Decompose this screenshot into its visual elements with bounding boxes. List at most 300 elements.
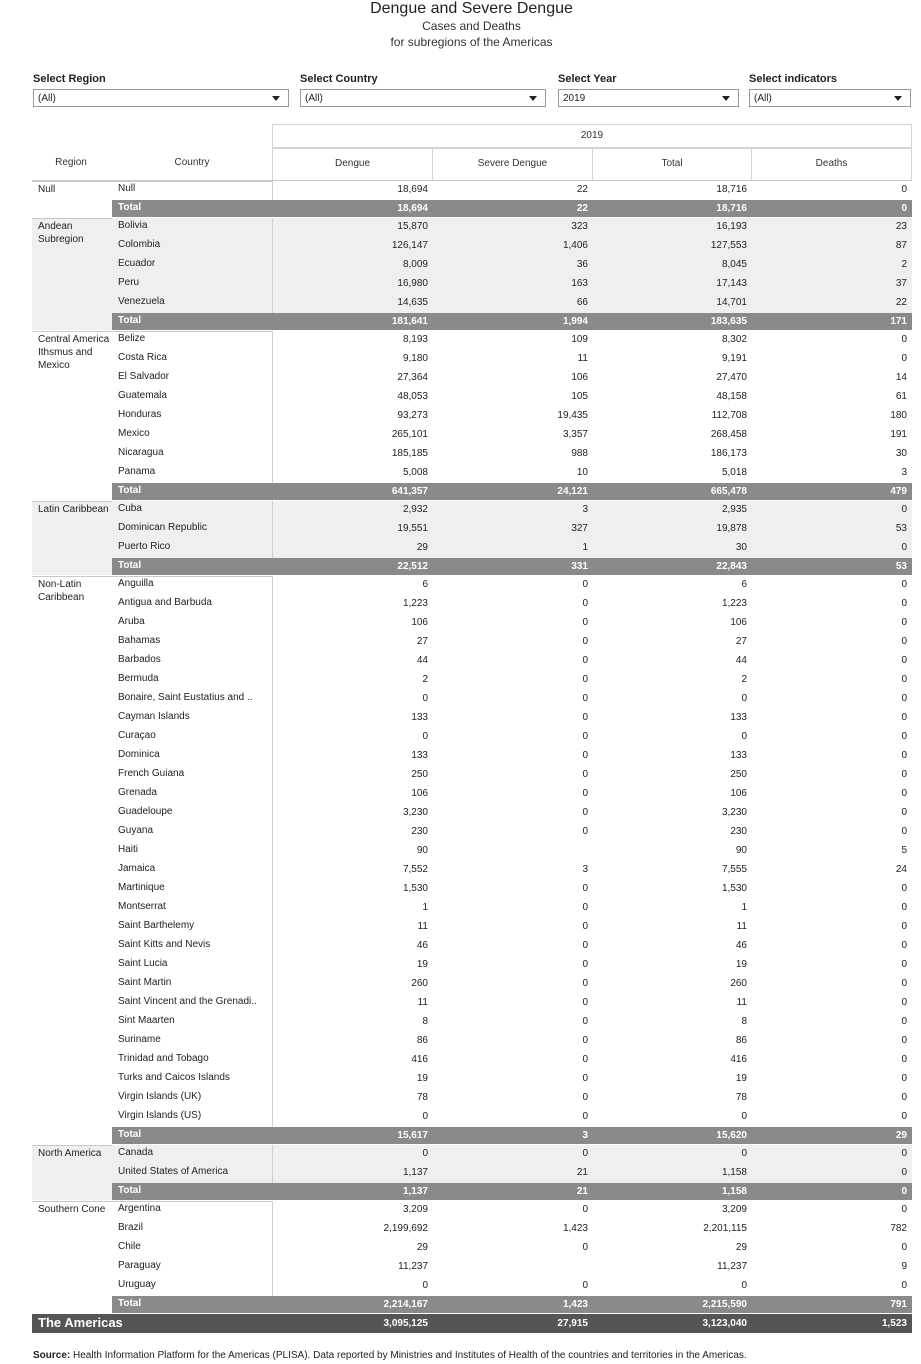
subtotal-total: 15,620 [716,1130,747,1141]
total-value: 1 [741,902,747,913]
deaths-value: 5 [901,845,907,856]
table-row [112,614,912,633]
table-row [112,633,912,652]
region-name: Southern Cone [38,1204,106,1215]
total-value: 127,553 [710,240,747,251]
country-name: Suriname [118,1034,161,1045]
total-value: 46 [735,940,747,951]
deaths-value: 0 [901,1016,907,1027]
subtotal-severe: 331 [571,561,588,572]
dengue-value: 106 [411,788,428,799]
total-column-header: Total [592,148,751,180]
total-value: 44 [735,655,747,666]
deaths-value: 0 [901,1035,907,1046]
severe-value: 0 [582,1242,588,1253]
severe-value: 66 [576,297,588,308]
grand-total-dengue: 3,095,125 [383,1318,428,1329]
deaths-value: 0 [901,617,907,628]
source-note [33,1350,747,1361]
total-value: 8,302 [721,334,747,345]
country-name: United States of America [118,1166,229,1177]
country-name: Saint Kitts and Nevis [118,939,211,950]
table-row [112,237,912,256]
region-group [32,218,912,330]
subtotal-severe: 1,423 [562,1299,588,1310]
total-value: 19 [735,1073,747,1084]
table-row [112,728,912,747]
table-row [112,671,912,690]
table-row [112,275,912,294]
subtotal-total: 183,635 [710,316,747,327]
chevron-down-icon [529,96,537,101]
table-row [112,539,912,558]
dengue-value: 90 [416,845,428,856]
country-name: Haiti [118,844,139,855]
deaths-value: 0 [901,731,907,742]
region-group [32,576,912,1144]
country-name: Honduras [118,409,162,420]
dengue-value: 133 [411,712,428,723]
dengue-value: 416 [411,1054,428,1065]
deaths-value: 0 [901,655,907,666]
table-row [112,918,912,937]
deaths-value: 0 [901,1204,907,1215]
severe-value: 109 [571,334,588,345]
total-value: 48,158 [716,391,747,402]
dengue-value: 3,230 [402,807,428,818]
total-value: 1,223 [721,598,747,609]
country-name: Montserrat [118,901,166,912]
severe-value: 0 [582,712,588,723]
severe-value: 0 [582,826,588,837]
subtotal-row [112,558,912,575]
table-row [112,426,912,445]
table-row [112,1089,912,1108]
total-value: 29 [735,1242,747,1253]
deaths-value: 0 [901,504,907,515]
grand-total-severe: 27,915 [557,1318,588,1329]
deaths-value: 0 [901,1054,907,1065]
table-row [112,1258,912,1277]
total-value: 250 [730,769,747,780]
table-row [112,766,912,785]
severe-value: 988 [571,448,588,459]
country-name: Aruba [118,616,145,627]
subtotal-row [112,1127,912,1144]
deaths-value: 0 [901,1111,907,1122]
region-name: North America [38,1148,102,1159]
dengue-value: 11 [417,997,428,1008]
severe-value: 11 [577,353,588,364]
dengue-value: 16,980 [397,278,428,289]
total-value: 18,716 [716,184,747,195]
severe-value: 0 [582,579,588,590]
dengue-value: 260 [411,978,428,989]
dengue-value: 78 [416,1092,428,1103]
chevron-down-icon [272,96,280,101]
severe-value: 0 [582,598,588,609]
severe-value: 0 [582,1092,588,1103]
total-value: 11 [736,921,747,932]
deaths-value: 0 [901,1092,907,1103]
dengue-value: 27 [416,636,428,647]
region-group [32,1201,912,1313]
severe-value: 0 [582,1054,588,1065]
page-subtitle-2: for subregions of the Americas [390,35,553,49]
country-name: Virgin Islands (UK) [118,1091,202,1102]
dengue-value: 19,551 [397,523,428,534]
table-row [112,1051,912,1070]
deaths-value: 0 [901,807,907,818]
country-name: Saint Lucia [118,958,168,969]
table-row [112,1032,912,1051]
severe-value: 0 [582,674,588,685]
table-row [112,1239,912,1258]
subtotal-total: 22,843 [716,561,747,572]
severe-value: 0 [582,655,588,666]
subtotal-label: Total [118,1185,142,1196]
subtotal-row [112,483,912,500]
table-row [112,294,912,313]
total-value: 230 [730,826,747,837]
deaths-value: 87 [895,240,907,251]
country-name: Guadeloupe [118,806,173,817]
table-row [112,1145,912,1164]
table-row [112,804,912,823]
dengue-value: 93,273 [397,410,428,421]
country-name: Paraguay [118,1260,161,1271]
country-name: Argentina [118,1203,161,1214]
severe-value: 0 [582,1204,588,1215]
country-select-value: (All) [305,93,323,104]
grand-total-row [32,1314,912,1333]
year-select[interactable] [558,89,739,107]
dengue-column-header: Dengue [272,148,432,180]
dengue-value: 5,008 [402,467,428,478]
total-value: 30 [735,542,747,553]
dengue-value: 7,552 [402,864,428,875]
dengue-value: 2,932 [402,504,428,515]
severe-value: 0 [582,788,588,799]
dengue-value: 3,209 [402,1204,428,1215]
table-row [112,576,912,595]
total-value: 186,173 [710,448,747,459]
country-name: Grenada [118,787,157,798]
country-name: Bermuda [118,673,159,684]
total-value: 2 [741,674,747,685]
deaths-value: 0 [901,750,907,761]
table-row [112,1070,912,1089]
country-select[interactable] [300,89,546,107]
subtotal-deaths: 0 [901,203,907,214]
table-row [112,256,912,275]
column-headers [32,148,912,180]
total-value: 106 [730,617,747,628]
country-name: Costa Rica [118,352,167,363]
deaths-value: 0 [901,883,907,894]
country-name: Guyana [118,825,154,836]
dashboard-title [0,0,921,50]
region-filter [33,72,289,107]
severe-value: 0 [582,769,588,780]
dengue-value: 86 [416,1035,428,1046]
country-name: Venezuela [118,296,165,307]
country-name: Dominican Republic [118,522,207,533]
country-name: Uruguay [118,1279,156,1290]
subtotal-severe: 24,121 [557,486,588,497]
deaths-value: 53 [895,523,907,534]
table-row [112,1013,912,1032]
deaths-value: 3 [901,467,907,478]
dengue-value: 230 [411,826,428,837]
table-row [112,464,912,483]
country-name: Saint Martin [118,977,172,988]
subtotal-deaths: 29 [895,1130,907,1141]
subtotal-label: Total [118,1129,142,1140]
subtotal-total: 18,716 [716,203,747,214]
table-row [112,1108,912,1127]
total-value: 1,530 [721,883,747,894]
subtotal-row [112,200,912,217]
table-row [112,842,912,861]
country-name: Saint Vincent and the Grenadi.. [118,996,257,1007]
deaths-value: 0 [901,693,907,704]
severe-value: 10 [576,467,588,478]
total-value: 0 [741,693,747,704]
chevron-down-icon [722,96,730,101]
table-row [112,520,912,539]
subtotal-dengue: 1,137 [402,1186,428,1197]
country-name: Sint Maarten [118,1015,175,1026]
deaths-value: 22 [895,297,907,308]
severe-value: 0 [582,1016,588,1027]
region-name: Latin Caribbean [38,504,109,515]
region-group [32,331,912,500]
total-value: 78 [735,1092,747,1103]
total-value: 19 [735,959,747,970]
severe-value: 1,423 [562,1223,588,1234]
total-value: 90 [735,845,747,856]
table-row [112,369,912,388]
dengue-value: 265,101 [391,429,428,440]
deaths-value: 23 [895,221,907,232]
country-name: Guatemala [118,390,167,401]
table-row [112,880,912,899]
page-title: Dengue and Severe Dengue [370,0,573,17]
severe-value: 106 [571,372,588,383]
source-label: Source: [33,1350,71,1361]
dengue-value: 126,147 [391,240,428,251]
year-select-value: 2019 [563,93,586,104]
subtotal-dengue: 2,214,167 [383,1299,428,1310]
total-value: 3,230 [721,807,747,818]
indicators-filter [749,72,911,107]
subtotal-dengue: 181,641 [391,316,428,327]
total-value: 19,878 [716,523,747,534]
dengue-value: 11 [417,921,428,932]
subtotal-total: 1,158 [721,1186,747,1197]
subtotal-row [112,1183,912,1200]
deaths-value: 0 [901,1167,907,1178]
deaths-value: 0 [901,334,907,345]
deaths-value: 0 [901,997,907,1008]
dengue-value: 15,870 [397,221,428,232]
deaths-value: 0 [901,788,907,799]
country-name: Bahamas [118,635,161,646]
total-value: 2,935 [721,504,747,515]
country-name: Panama [118,466,156,477]
subtotal-severe: 22 [576,203,588,214]
total-value: 5,018 [721,467,747,478]
total-value: 268,458 [710,429,747,440]
total-value: 0 [741,731,747,742]
chevron-down-icon [894,96,902,101]
dengue-value: 6 [422,579,428,590]
subtotal-deaths: 53 [895,561,907,572]
severe-value: 105 [571,391,588,402]
dengue-value: 8,009 [402,259,428,270]
country-filter-label: Select Country [300,73,378,85]
severe-value: 0 [582,1073,588,1084]
country-name: Bolivia [118,220,148,231]
subtotal-deaths: 791 [890,1299,907,1310]
total-value: 9,191 [721,353,747,364]
dengue-value: 0 [422,731,428,742]
severe-value: 0 [582,693,588,704]
country-name: Anguilla [118,578,154,589]
subtotal-label: Total [118,315,142,326]
subtotal-severe: 3 [582,1130,588,1141]
severe-value: 1 [582,542,588,553]
severe-value: 3,357 [562,429,588,440]
deaths-value: 180 [890,410,907,421]
country-name: Colombia [118,239,161,250]
deaths-value: 0 [901,579,907,590]
subtotal-row [112,313,912,330]
severe-value: 0 [582,1280,588,1291]
country-name: Jamaica [118,863,156,874]
subtotal-total: 2,215,590 [702,1299,747,1310]
total-value: 16,193 [716,221,747,232]
country-name: Puerto Rico [118,541,171,552]
dengue-value: 0 [422,1148,428,1159]
total-value: 8 [741,1016,747,1027]
table-row [112,350,912,369]
dengue-value: 8 [422,1016,428,1027]
deaths-value: 37 [895,278,907,289]
country-name: Bonaire, Saint Eustatius and .. [118,692,253,703]
severe-value: 0 [582,636,588,647]
country-name: Turks and Caicos Islands [118,1072,230,1083]
subtotal-label: Total [118,560,142,571]
subtotal-dengue: 641,357 [391,486,428,497]
severe-value: 3 [582,864,588,875]
subtotal-total: 665,478 [710,486,747,497]
severe-value: 0 [582,883,588,894]
total-value: 17,143 [716,278,747,289]
region-filter-label: Select Region [33,73,106,85]
country-name: French Guiana [118,768,185,779]
table-row [112,652,912,671]
table-row [112,407,912,426]
severe-value: 163 [571,278,588,289]
table-row [112,994,912,1013]
deaths-value: 0 [901,1242,907,1253]
deaths-value: 782 [890,1223,907,1234]
year-filter-label: Select Year [558,73,617,85]
severe-value: 0 [582,940,588,951]
severe-value: 21 [576,1167,588,1178]
deaths-value: 0 [901,636,907,647]
total-value: 3,209 [721,1204,747,1215]
severe-value: 0 [582,731,588,742]
dengue-value: 18,694 [397,184,428,195]
total-value: 106 [730,788,747,799]
indicators-filter-label: Select indicators [749,73,838,85]
region-select-value: (All) [38,93,56,104]
country-name: Peru [118,277,140,288]
table-row [112,1220,912,1239]
total-value: 11,237 [717,1261,747,1272]
table-row [112,181,912,200]
dengue-value: 0 [422,693,428,704]
deaths-value: 0 [901,1148,907,1159]
table-row [112,747,912,766]
severe-value: 327 [571,523,588,534]
table-row [112,501,912,520]
dengue-value: 9,180 [402,353,428,364]
severe-value: 0 [582,617,588,628]
region-name: Andean Subregion [38,221,84,245]
country-name: Trinidad and Tobago [118,1053,209,1064]
country-name: Barbados [118,654,161,665]
total-value: 7,555 [721,864,747,875]
severe-value: 1,406 [562,240,588,251]
indicators-select[interactable] [749,89,911,107]
country-name: Cuba [118,503,142,514]
total-value: 8,045 [721,259,747,270]
severe-value: 0 [582,978,588,989]
total-value: 0 [741,1111,747,1122]
dengue-value: 14,635 [397,297,428,308]
table-row [112,388,912,407]
dengue-value: 185,185 [391,448,428,459]
total-value: 2,201,115 [703,1223,747,1234]
country-name: El Salvador [118,371,170,382]
dengue-value: 27,364 [397,372,428,383]
dengue-value: 1,223 [402,598,428,609]
total-value: 133 [730,712,747,723]
severe-value: 36 [576,259,588,270]
region-select[interactable] [33,89,289,107]
dengue-value: 106 [411,617,428,628]
country-name: Nicaragua [118,447,164,458]
deaths-value: 0 [901,940,907,951]
severe-value: 22 [576,184,588,195]
grand-total-label: The Americas [38,1315,123,1330]
dengue-value: 133 [411,750,428,761]
severe-value: 0 [582,921,588,932]
country-column-header: Country [174,157,210,168]
deaths-value: 0 [901,902,907,913]
country-name: Brazil [118,1222,144,1233]
total-value: 112,708 [711,410,747,421]
country-name: Curaçao [118,730,156,741]
deaths-value: 0 [901,712,907,723]
table-row [112,331,912,350]
severe-value: 0 [582,807,588,818]
country-filter [300,72,546,107]
